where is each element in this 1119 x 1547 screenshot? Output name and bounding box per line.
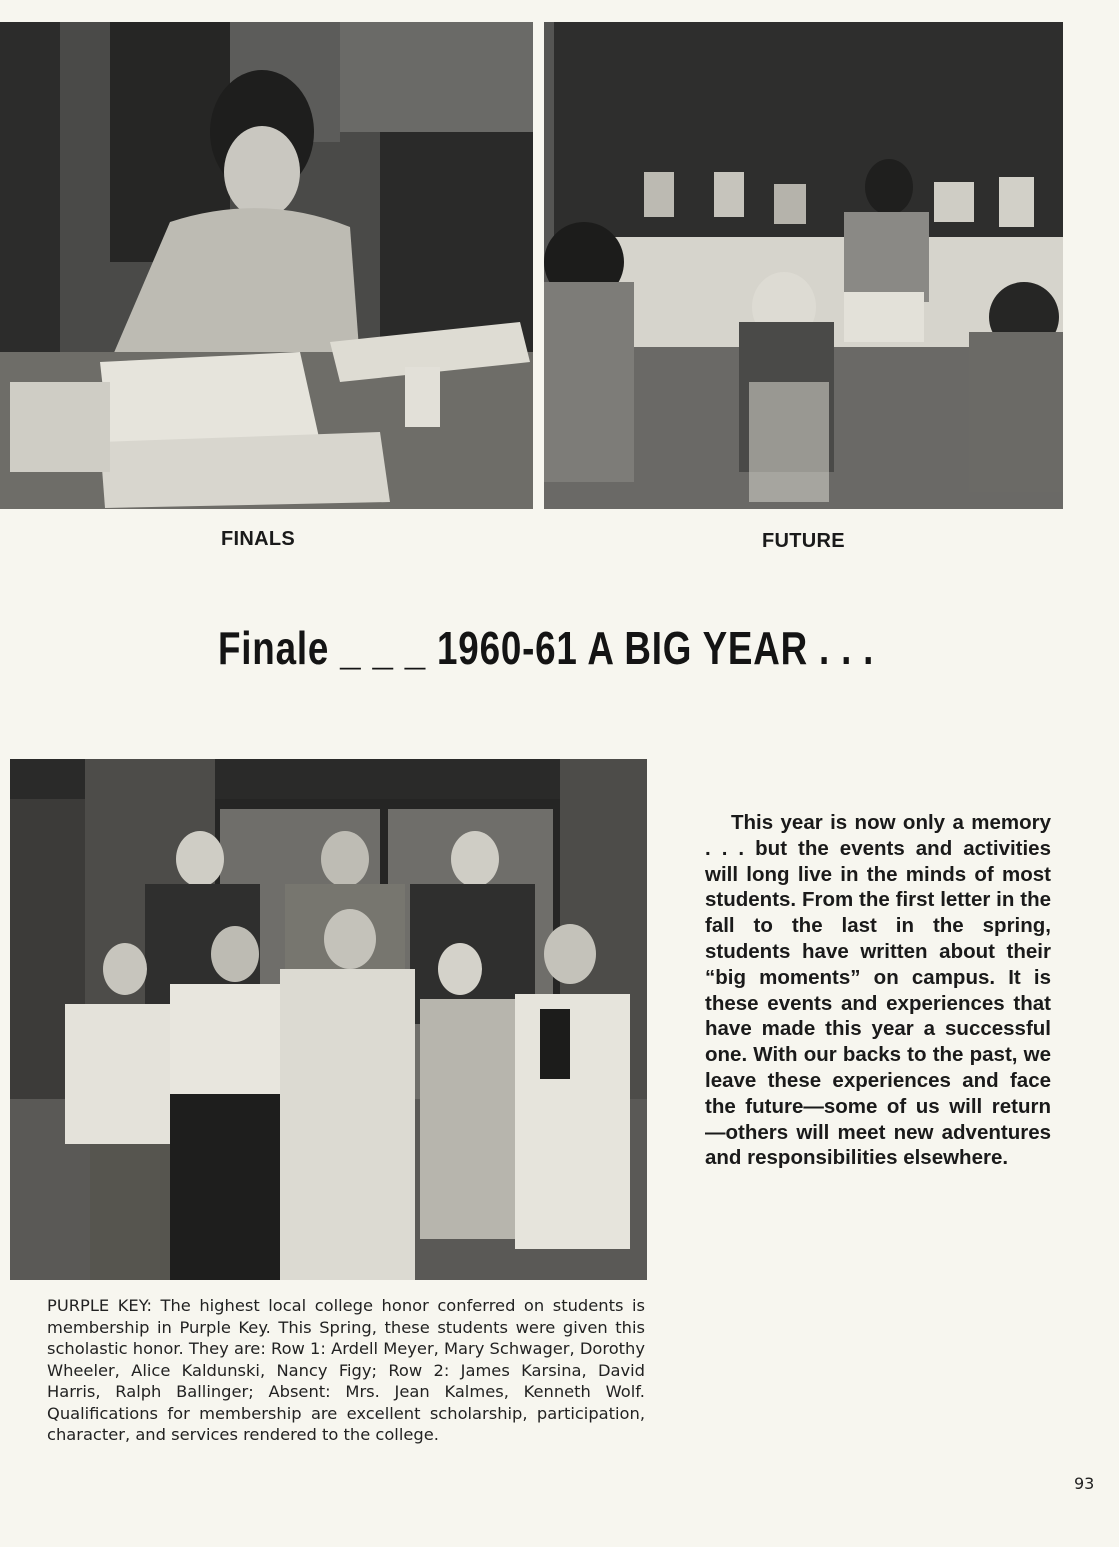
photo-purple-key-group bbox=[10, 759, 647, 1280]
page-headline: Finale _ _ _ 1960-61 A BIG YEAR . . . bbox=[218, 622, 875, 674]
purple-key-caption: PURPLE KEY: The highest local college honor conferred on students is membership in Purple Key. This Spring, these students were given this scholastic honor. They are: Row 1: Ardell Meyer, Mary Schwager, Dorothy Wheeler, Alice Kaldunski, Nancy Figy; Row 2: James Karsina, David Harris, Ralph Ballinger; Absent: Mrs. Jean Kalmes, Kenneth Wolf. Qualifications for membership are excellent scholarship, participation, character, and services rendered to the college. bbox=[47, 1296, 645, 1444]
body-paragraph: This year is now only a memory . . . but the events and activities will long live in the minds of most students. From the first letter in the fall to the last in the spring, students have written about their “big moments” on campus. It is these events and experiences that have made this year a successful one. With our backs to the past, we leave these experiences and face the future—some of us will return—others will meet new adventures and responsibilities elsewhere. bbox=[705, 811, 1051, 1170]
page-number: 93 bbox=[1074, 1474, 1095, 1493]
caption-finals: FINALS bbox=[221, 528, 296, 550]
photo-future bbox=[544, 22, 1063, 509]
photo-finals bbox=[0, 22, 533, 509]
caption-future: FUTURE bbox=[762, 530, 845, 552]
